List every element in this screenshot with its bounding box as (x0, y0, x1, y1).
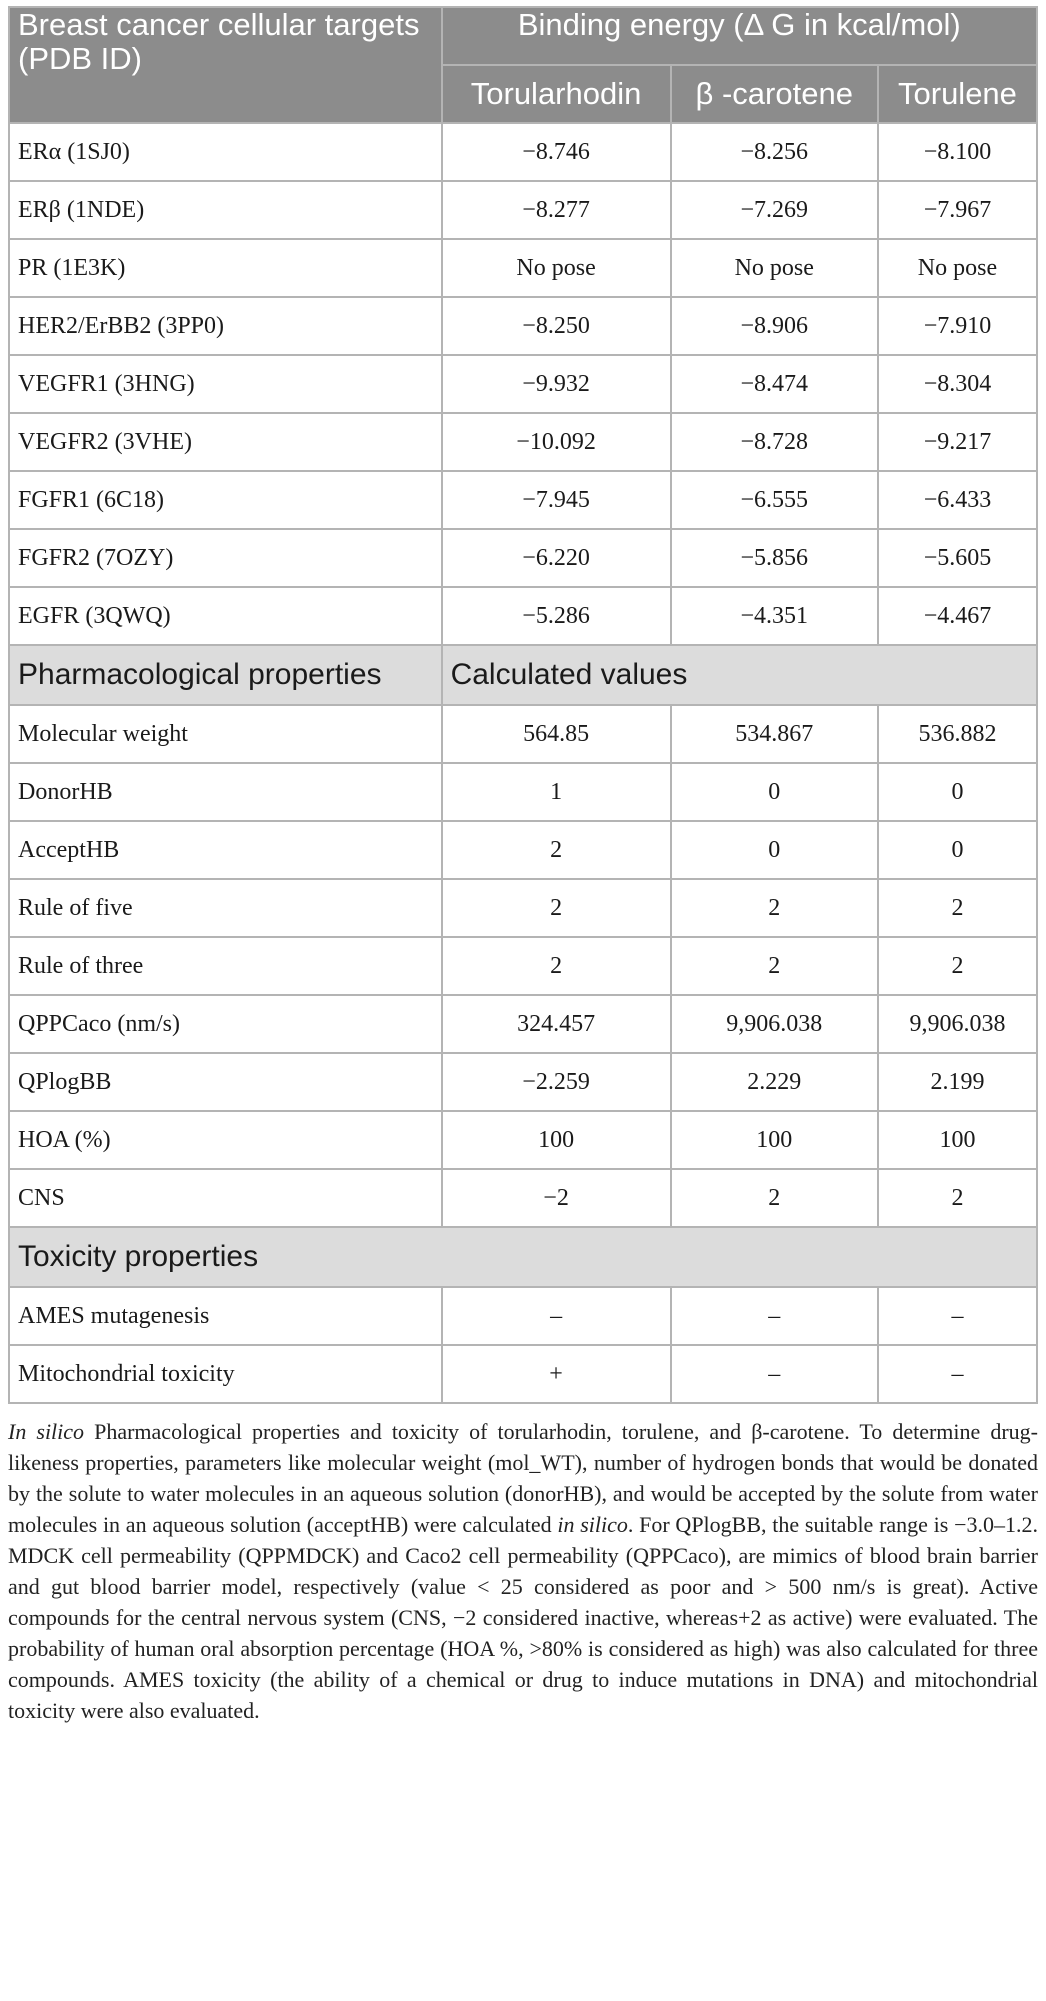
section-label: Toxicity properties (9, 1227, 1037, 1287)
cell-value: 564.85 (442, 705, 671, 763)
table-container (8, 6, 1038, 1748)
cell-value: 100 (878, 1111, 1037, 1169)
row-label: HOA (%) (9, 1111, 442, 1169)
header-torulene: Torulene (878, 65, 1037, 123)
header-beta-carotene: β -carotene (671, 65, 878, 123)
header-torularhodin: Torularhodin (442, 65, 671, 123)
cell-value: −9.932 (442, 355, 671, 413)
header-binding-energy: Binding energy (Δ G in kcal/mol) (442, 7, 1037, 65)
row-label: EGFR (3QWQ) (9, 587, 442, 645)
section-label: Pharmacological properties (9, 645, 442, 705)
cell-value: 2 (442, 937, 671, 995)
cell-value: −8.277 (442, 181, 671, 239)
cell-value: −2 (442, 1169, 671, 1227)
cell-value: −8.728 (671, 413, 878, 471)
table-row (9, 1345, 1037, 1403)
cell-value: 2 (442, 879, 671, 937)
table-row (9, 1169, 1037, 1227)
header-targets: Breast cancer cellular targets (PDB ID) (9, 7, 442, 123)
section-value-label: Calculated values (442, 645, 1037, 705)
cell-value: 2 (671, 1169, 878, 1227)
cell-value: 2.229 (671, 1053, 878, 1111)
table-row (9, 471, 1037, 529)
cell-value: No pose (442, 239, 671, 297)
row-label: DonorHB (9, 763, 442, 821)
cell-value: −2.259 (442, 1053, 671, 1111)
row-label: Molecular weight (9, 705, 442, 763)
row-label: FGFR2 (7OZY) (9, 529, 442, 587)
cell-value: 2 (878, 937, 1037, 995)
row-label: ERβ (1NDE) (9, 181, 442, 239)
cell-value: – (878, 1287, 1037, 1345)
cell-value: 2 (671, 937, 878, 995)
cell-value: 9,906.038 (671, 995, 878, 1053)
caption-italic: in silico (557, 1512, 628, 1537)
table-row (9, 705, 1037, 763)
cell-value: 324.457 (442, 995, 671, 1053)
section-row-pharmacological (9, 645, 1037, 705)
row-label: FGFR1 (6C18) (9, 471, 442, 529)
cell-value: 2 (671, 879, 878, 937)
row-label: AcceptHB (9, 821, 442, 879)
table-row (9, 239, 1037, 297)
table-row (9, 587, 1037, 645)
row-label: QPlogBB (9, 1053, 442, 1111)
table-row (9, 995, 1037, 1053)
cell-value: – (878, 1345, 1037, 1403)
cell-value: −8.100 (878, 123, 1037, 181)
table-row (9, 123, 1037, 181)
cell-value: 2.199 (878, 1053, 1037, 1111)
cell-value: −4.467 (878, 587, 1037, 645)
cell-value: No pose (671, 239, 878, 297)
cell-value: −7.269 (671, 181, 878, 239)
section-row-toxicity (9, 1227, 1037, 1287)
cell-value: 0 (878, 821, 1037, 879)
table-row (9, 937, 1037, 995)
cell-value: 100 (671, 1111, 878, 1169)
cell-value: No pose (878, 239, 1037, 297)
table-row (9, 879, 1037, 937)
table-row (9, 413, 1037, 471)
table-row (9, 297, 1037, 355)
table-row (9, 1287, 1037, 1345)
cell-value: 9,906.038 (878, 995, 1037, 1053)
cell-value: + (442, 1345, 671, 1403)
row-label: QPPCaco (nm/s) (9, 995, 442, 1053)
cell-value: −10.092 (442, 413, 671, 471)
cell-value: 534.867 (671, 705, 878, 763)
caption-text: . For QPlogBB, the suitable range is −3.0–1.2. MDCK cell permeability (QPPMDCK) and Caco2 cell permeability (QPPCaco), are mimics of blood brain barrier and gut blood barrier model, respectively (value < 25 considered as poor and > 500 nm/s is great). Active compounds for the central nervous system (CNS, −2 considered inactive, whereas+2 as active) were evaluated. The probability of human oral absorption percentage (HOA %, >80% is considered as high) was also calculated for three compounds. AMES toxicity (the ability of a chemical or drug to induce mutations in DNA) and mitochondrial toxicity were also evaluated. (8, 1512, 1038, 1723)
row-label: AMES mutagenesis (9, 1287, 442, 1345)
cell-value: 0 (878, 763, 1037, 821)
cell-value: −9.217 (878, 413, 1037, 471)
cell-value: 100 (442, 1111, 671, 1169)
table-row (9, 1053, 1037, 1111)
cell-value: −4.351 (671, 587, 878, 645)
cell-value: −8.906 (671, 297, 878, 355)
cell-value: −5.286 (442, 587, 671, 645)
cell-value: −8.304 (878, 355, 1037, 413)
cell-value: 0 (671, 763, 878, 821)
caption-text: Pharmacological properties and toxicity of torularhodin, torulene, and β-carotene. To determine drug-likeness properties, parameters like molecular weight (mol_WT), number of hydrogen bonds that would be donated by the solute to water molecules in an aqueous solution (donorHB), and would be accepted by the solute from water molecules in an aqueous solution (acceptHB) were calculated (8, 1419, 1038, 1537)
table-row (9, 355, 1037, 413)
row-label: ERα (1SJ0) (9, 123, 442, 181)
table-row (9, 181, 1037, 239)
row-label: Mitochondrial toxicity (9, 1345, 442, 1403)
cell-value: 1 (442, 763, 671, 821)
data-table (8, 6, 1038, 1404)
cell-value: 0 (671, 821, 878, 879)
cell-value: −5.856 (671, 529, 878, 587)
cell-value: −5.605 (878, 529, 1037, 587)
cell-value: −8.256 (671, 123, 878, 181)
table-row (9, 1111, 1037, 1169)
cell-value: – (442, 1287, 671, 1345)
row-label: PR (1E3K) (9, 239, 442, 297)
row-label: CNS (9, 1169, 442, 1227)
cell-value: 2 (878, 879, 1037, 937)
cell-value: −8.746 (442, 123, 671, 181)
cell-value: 536.882 (878, 705, 1037, 763)
cell-value: −8.250 (442, 297, 671, 355)
cell-value: 2 (442, 821, 671, 879)
row-label: VEGFR2 (3VHE) (9, 413, 442, 471)
caption-italic: In silico (8, 1419, 85, 1444)
row-label: Rule of three (9, 937, 442, 995)
row-label: HER2/ErBB2 (3PP0) (9, 297, 442, 355)
table-row (9, 529, 1037, 587)
table-row (9, 763, 1037, 821)
cell-value: −6.433 (878, 471, 1037, 529)
cell-value: – (671, 1287, 878, 1345)
table-caption (8, 1416, 1038, 1726)
cell-value: −7.967 (878, 181, 1037, 239)
cell-value: −7.910 (878, 297, 1037, 355)
cell-value: −6.220 (442, 529, 671, 587)
cell-value: 2 (878, 1169, 1037, 1227)
cell-value: −8.474 (671, 355, 878, 413)
cell-value: −6.555 (671, 471, 878, 529)
cell-value: – (671, 1345, 878, 1403)
table-row (9, 821, 1037, 879)
row-label: VEGFR1 (3HNG) (9, 355, 442, 413)
cell-value: −7.945 (442, 471, 671, 529)
row-label: Rule of five (9, 879, 442, 937)
